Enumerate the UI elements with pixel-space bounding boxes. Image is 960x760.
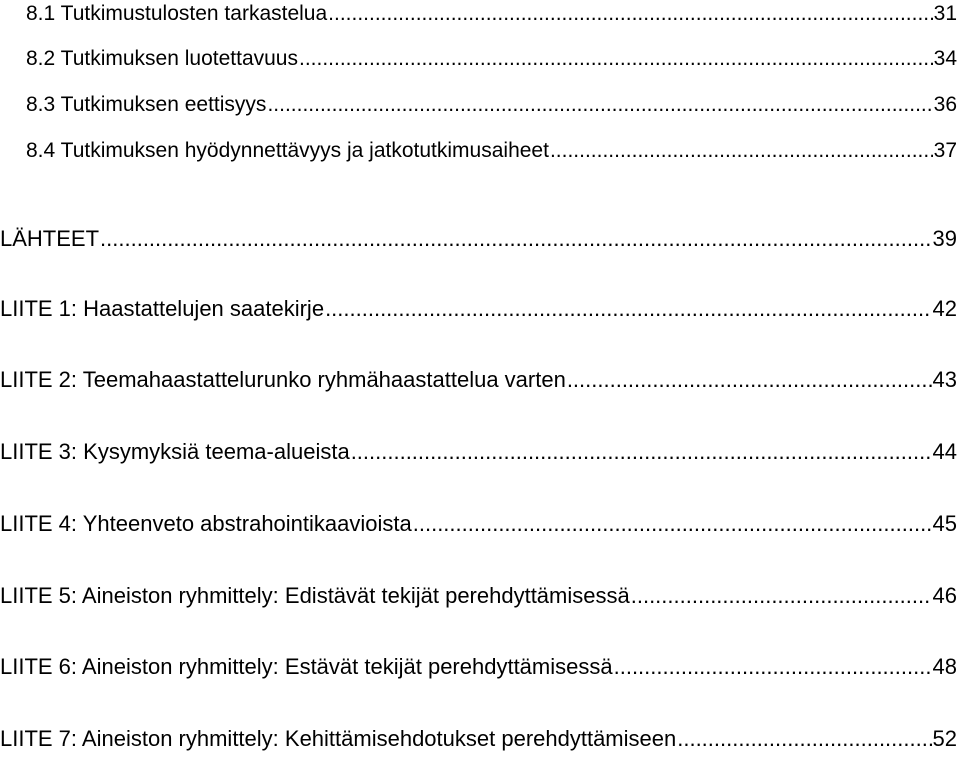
toc-entry-title: LIITE 7: Aineiston ryhmittely: Kehittämisehdotukset perehdyttämiseen	[0, 726, 677, 751]
toc-entry-title: LÄHTEET	[0, 226, 100, 251]
toc-entry-page: 52	[932, 726, 957, 751]
toc-entry[interactable]	[26, 0, 957, 28]
toc-entry-page: 46	[932, 583, 957, 608]
toc-entry-page: 43	[932, 367, 957, 392]
toc-entry[interactable]	[0, 725, 957, 753]
toc-entry-page: 31	[933, 2, 957, 25]
toc-entry[interactable]	[0, 438, 957, 466]
toc-entry-page: 39	[932, 226, 957, 251]
toc-entry-title: LIITE 5: Aineiston ryhmittely: Edistävät tekijät perehdyttämisessä	[0, 583, 630, 608]
toc-entry-page: 42	[932, 296, 957, 321]
toc-entry-title: 8.3 Tutkimuksen eettisyys	[26, 93, 267, 116]
toc-entry[interactable]	[0, 582, 957, 610]
toc-entry-title: LIITE 4: Yhteenveto abstrahointikaavioista	[0, 511, 412, 536]
dot-leader	[614, 653, 932, 681]
dot-leader	[351, 438, 932, 466]
dot-leader	[325, 295, 931, 323]
toc-entry[interactable]	[0, 366, 957, 394]
toc-entry[interactable]	[0, 225, 957, 253]
toc-entry-page: 34	[933, 47, 957, 70]
toc-entry-page: 45	[932, 511, 957, 536]
dot-leader	[631, 582, 932, 610]
dot-leader	[267, 91, 932, 119]
toc-entry-title: 8.2 Tutkimuksen luotettavuus	[26, 47, 298, 70]
toc-entry[interactable]	[26, 45, 957, 73]
toc-entry-page: 44	[932, 439, 957, 464]
toc-entry-page: 36	[933, 93, 957, 116]
toc-entry[interactable]	[26, 137, 957, 165]
dot-leader	[299, 45, 933, 73]
toc-entry[interactable]	[26, 91, 957, 119]
toc-entry-title: LIITE 2: Teemahaastattelurunko ryhmähaastattelua varten	[0, 367, 566, 392]
toc-entry-title: 8.4 Tutkimuksen hyödynnettävyys ja jatkotutkimusaiheet	[26, 139, 549, 162]
toc-entry[interactable]	[0, 653, 957, 681]
toc-entry[interactable]	[0, 295, 957, 323]
toc-entry-page: 48	[932, 654, 957, 679]
dot-leader	[413, 510, 932, 538]
dot-leader	[567, 366, 932, 394]
toc-entry-title: LIITE 1: Haastattelujen saatekirje	[0, 296, 325, 321]
toc-entry-title: LIITE 6: Aineiston ryhmittely: Estävät tekijät perehdyttämisessä	[0, 654, 613, 679]
toc-entry-title: 8.1 Tutkimustulosten tarkastelua	[26, 2, 328, 25]
dot-leader	[677, 725, 931, 753]
dot-leader	[328, 0, 932, 28]
toc-entry-page: 37	[933, 139, 957, 162]
toc-entry[interactable]	[0, 510, 957, 538]
dot-leader	[100, 225, 931, 253]
dot-leader	[550, 137, 933, 165]
toc-entry-title: LIITE 3: Kysymyksiä teema-alueista	[0, 439, 350, 464]
